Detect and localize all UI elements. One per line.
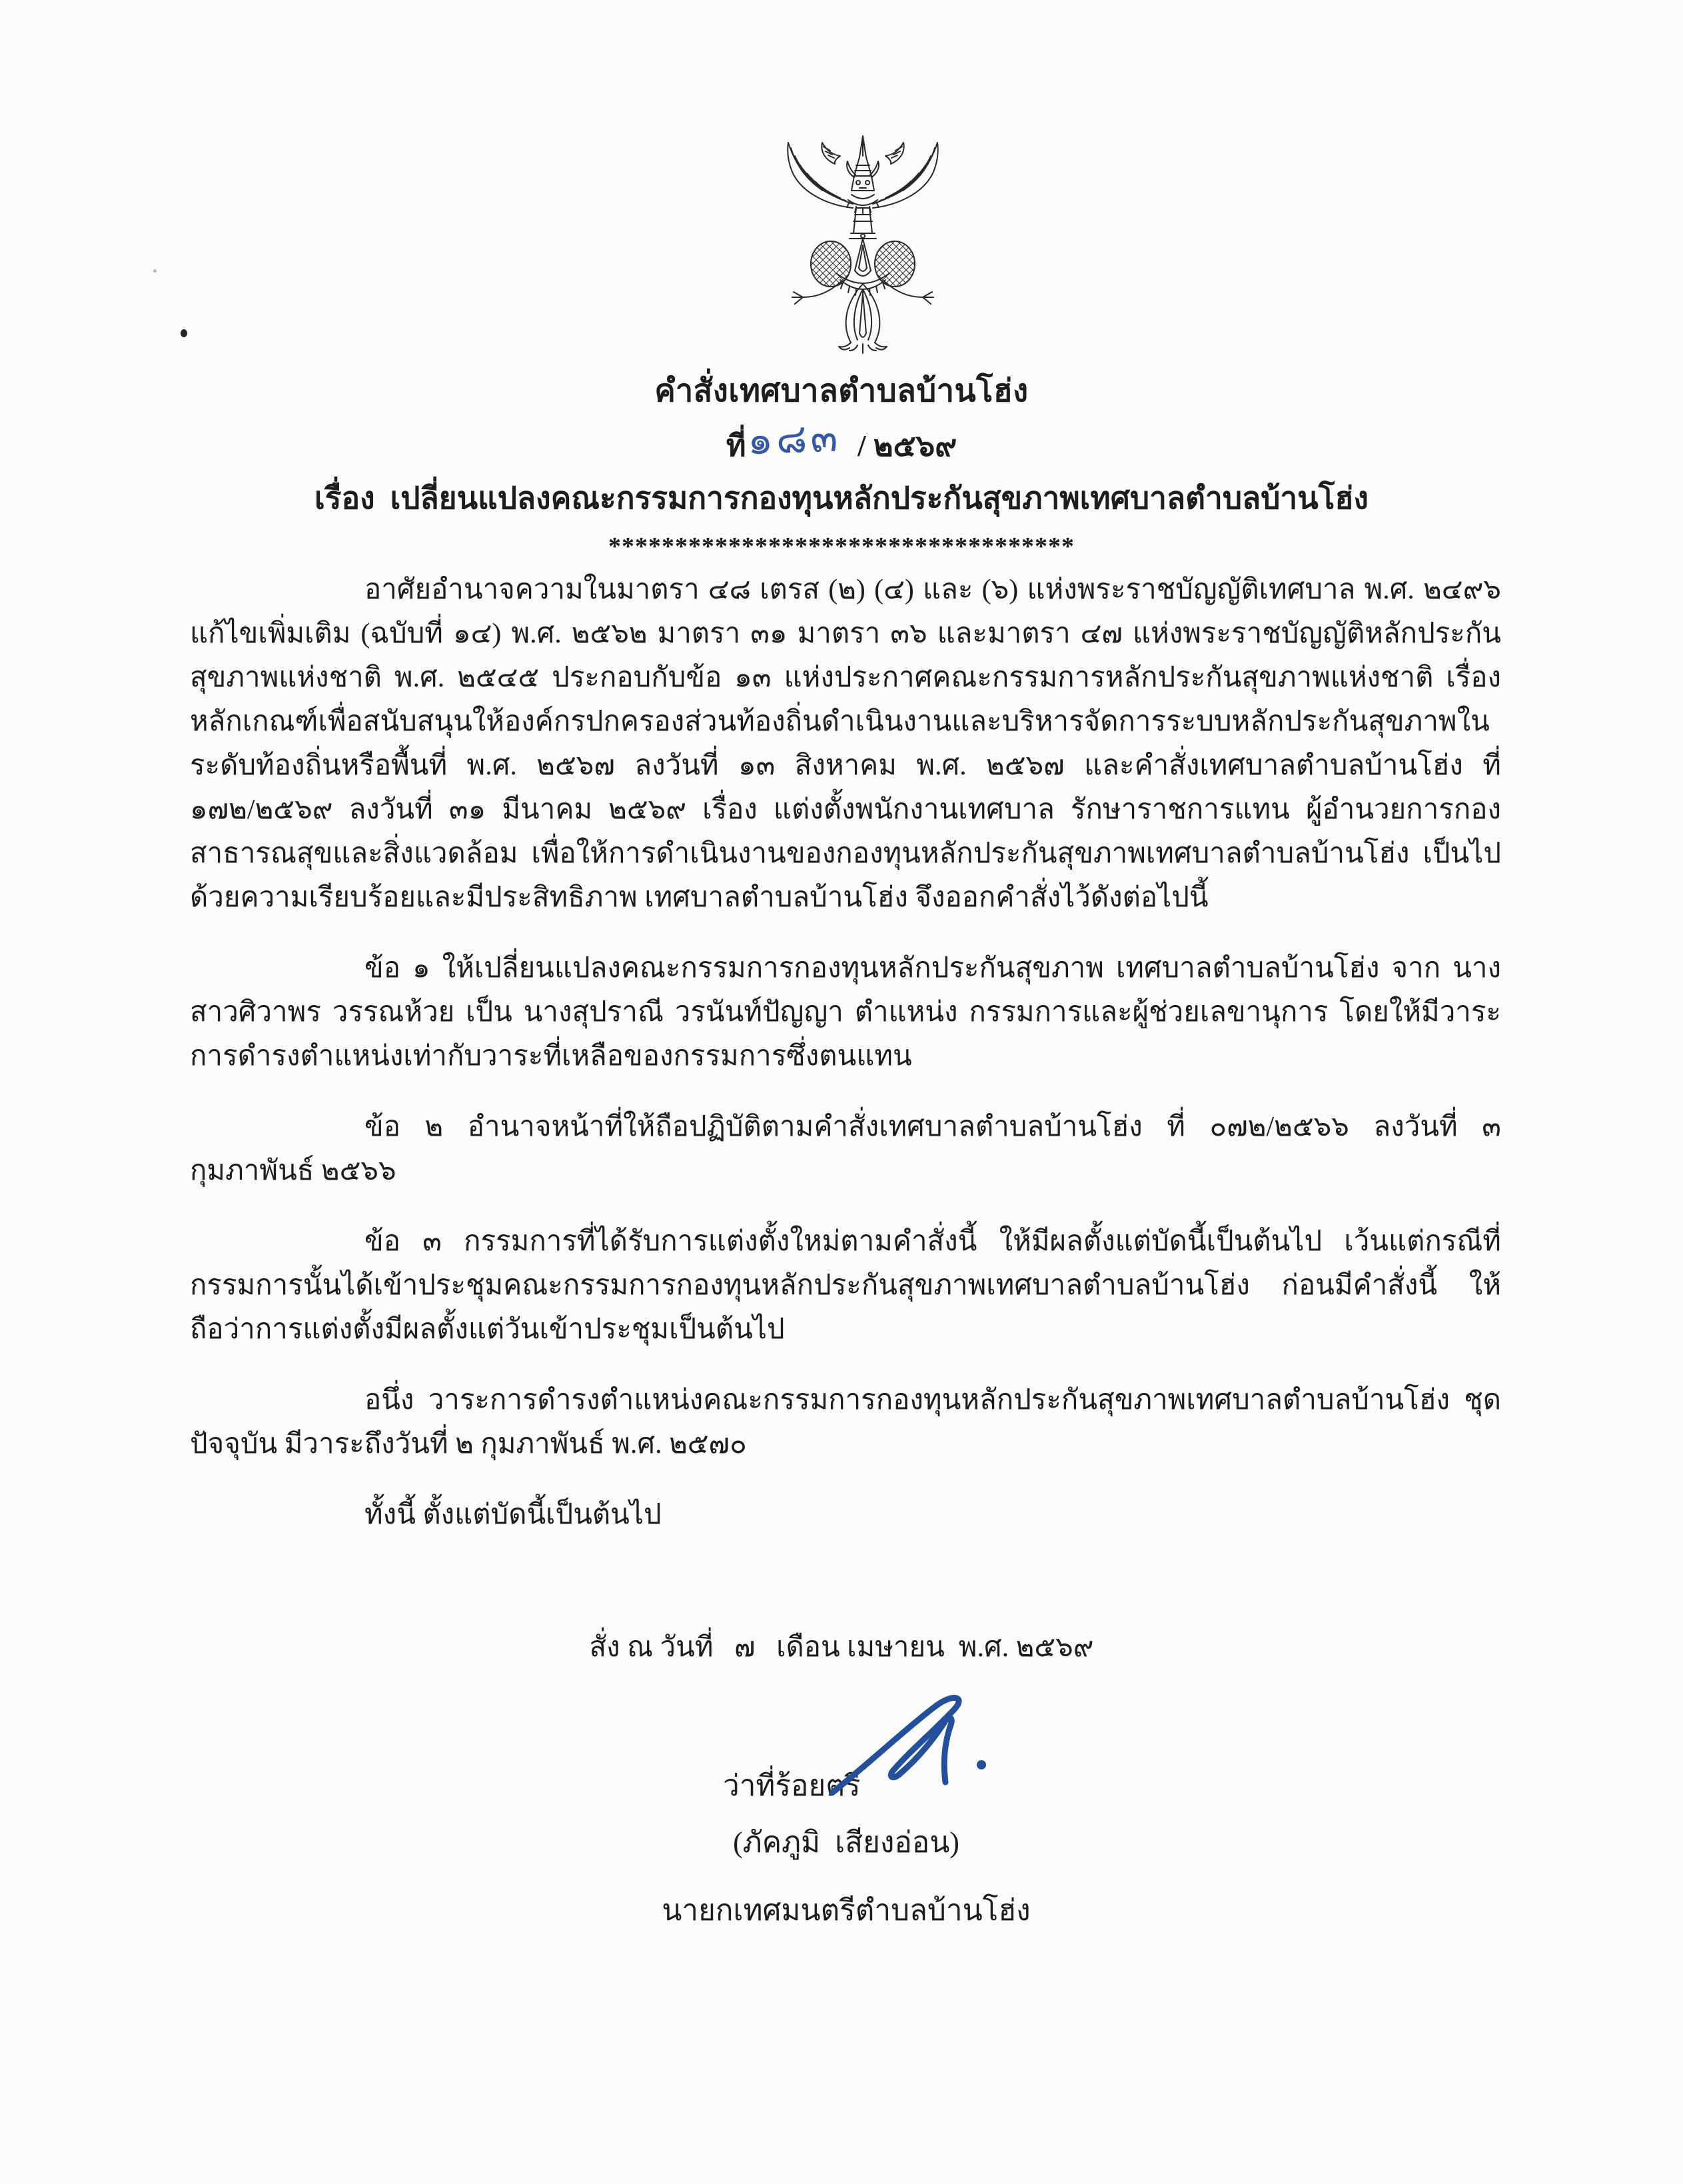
paragraph-clause-3: ข้อ ๓ กรรมการที่ได้รับการแต่งตั้งใหม่ตามคำสั่งนี้ ให้มีผลตั้งแต่บัดนี้เป็นต้นไป เว้นแต่กรณีที่กรรมการนั้นได้เข้าประชุมคณะกรรมการกองทุนหลักประกันสุขภาพเทศบาลตำบลบ้านโฮ่ง ก่อนมีคำสั่งนี้ ให้ถือว่าการแต่งตั้งมีผลตั้งแต่วันเข้าประชุมเป็นต้นไป xyxy=(190,1226,1501,1345)
document-title: คำสั่งเทศบาลตำบลบ้านโฮ่ง xyxy=(654,374,1029,409)
scan-speck-faint xyxy=(153,269,157,273)
asterisk-divider: *********************************** xyxy=(608,533,1075,560)
signature-ink xyxy=(823,1687,997,1809)
issued-date-line: สั่ง ณ วันที่ ๗ เดือน เมษายน พ.ศ. ๒๕๖๙ xyxy=(589,1632,1094,1663)
paragraph-preamble: อาศัยอำนาจความในมาตรา ๔๘ เตรส (๒) (๔) และ (๖) แห่งพระราชบัญญัติเทศบาล พ.ศ. ๒๔๙๖ แก้ไขเพิ่มเติม (ฉบับที่ ๑๔) พ.ศ. ๒๕๖๒ มาตรา ๓๑ มาตรา ๓๖ และมาตรา ๔๗ แห่งพระราชบัญญัติหลักประกันสุขภาพแห่งชาติ พ.ศ. ๒๕๔๕ ประกอบกับข้อ ๑๓ แห่งประกาศคณะกรรมการหลักประกันสุขภาพแห่งชาติ เรื่อง หลักเกณฑ์เพื่อสนับสนุนให้องค์กรปกครองส่วนท้องถิ่นดำเนินงานและบริหารจัดการระบบหลักประกันสุขภาพในระดับท้องถิ่นหรือพื้นที่ พ.ศ. ๒๕๖๗ ลงวันที่ ๑๓ สิงหาคม พ.ศ. ๒๕๖๗ และคำสั่งเทศบาลตำบลบ้านโฮ่ง ที่ ๑๗๒/๒๕๖๙ ลงวันที่ ๓๑ มีนาคม ๒๕๖๙ เรื่อง แต่งตั้งพนักงานเทศบาล รักษาราชการแทน ผู้อำนวยการกองสาธารณสุขและสิ่งแวดล้อม เพื่อให้การดำเนินงานของกองทุนหลักประกันสุขภาพเทศบาลตำบลบ้านโฮ่ง เป็นไปด้วยความเรียบร้อยและมีประสิทธิภาพ เทศบาลตำบลบ้านโฮ่ง จึงออกคำสั่งไว้ดังต่อไปนี้ xyxy=(190,574,1501,913)
scan-speck xyxy=(181,329,187,337)
signer-rank: ว่าที่ร้อยตรี xyxy=(723,1769,861,1802)
garuda-emblem xyxy=(756,132,969,361)
document-number-line xyxy=(0,415,1683,474)
paragraph-note: อนึ่ง วาระการดำรงตำแหน่งคณะกรรมการกองทุนหลักประกันสุขภาพเทศบาลตำบลบ้านโฮ่ง ชุดปัจจุบัน มีวาระถึงวันที่ ๒ กุมภาพันธ์ พ.ศ. ๒๕๗๐ xyxy=(190,1385,1501,1460)
document-number-year: / ๒๕๖๙ xyxy=(857,429,957,463)
document-header xyxy=(0,368,1683,566)
document-number-prefix: ที่ xyxy=(726,429,746,463)
paragraph-clause-1: ข้อ ๑ ให้เปลี่ยนแปลงคณะกรรมการกองทุนหลักประกันสุขภาพ เทศบาลตำบลบ้านโฮ่ง จาก นางสาวศิวาพร วรรณห้วย เป็น นางสุปราณี วรนันท์ปัญญา ตำแหน่ง กรรมการและผู้ช่วยเลขานุการ โดยให้มีวาระการดำรงตำแหน่งเท่ากับวาระที่เหลือของกรรมการซึ่งตนแทน xyxy=(190,953,1501,1072)
paragraph-effective: ทั้งนี้ ตั้งแต่บัดนี้เป็นต้นไป xyxy=(364,1500,662,1530)
signature-ink-dot xyxy=(977,1760,986,1769)
document-body xyxy=(190,568,1501,1537)
document-number-handwritten: ๑๘๓ xyxy=(746,415,842,463)
signer-name: (ภัคภูมิ เสียงอ่อน) xyxy=(733,1826,959,1859)
paragraph-clause-2: ข้อ ๒ อำนาจหน้าที่ให้ถือปฏิบัติตามคำสั่งเทศบาลตำบลบ้านโฮ่ง ที่ ๐๗๒/๒๕๖๖ ลงวันที่ ๓ กุมภาพันธ์ ๒๕๖๖ xyxy=(190,1112,1501,1186)
document-subject: เรื่อง เปลี่ยนแปลงคณะกรรมการกองทุนหลักประกันสุขภาพเทศบาลตำบลบ้านโฮ่ง xyxy=(314,481,1369,515)
signer-position: นายกเทศมนตรีตำบลบ้านโฮ่ง xyxy=(662,1894,1031,1927)
